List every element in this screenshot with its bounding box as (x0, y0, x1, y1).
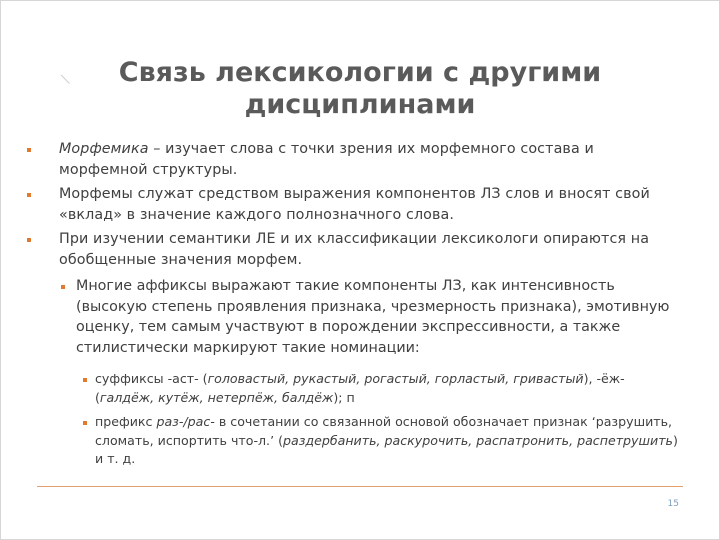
slide-body (23, 139, 679, 469)
bullet-text: ); п (333, 389, 355, 405)
bullet-prefix (23, 413, 679, 469)
bullet-text: Морфемы служат средством выражения компонентов ЛЗ слов и вносят свой «вклад» в значение каждого полнозначного слова. (59, 186, 650, 223)
slide-title (61, 57, 659, 121)
bullet-marker (83, 378, 87, 382)
bullet-text: ) и т. д. (95, 432, 678, 466)
morph-raz: раз-/рас- (156, 414, 215, 429)
examples-ezh: галдёж, кутёж, нетерпёж, балдёж (99, 389, 334, 405)
examples-ast: головастый, рукастый, рогастый, горластый, гривастый (207, 371, 584, 386)
bullet-text: При изучении семантики ЛЕ и их классификации лексикологи опираются на обобщенные значения морфем. (59, 231, 650, 268)
bullet-text: Многие аффиксы выражают такие компоненты ЛЗ, как интенсивность (высокую степень проявления признака, чрезмерность признака), эмотивную оценку, тем самым участвуют в порождении экспрессивности, а также стилистически маркируют такие номинации: (76, 278, 670, 356)
term-morphemics: Морфемика (59, 141, 149, 157)
bullet-marker (61, 285, 65, 289)
bullet-suffixes (23, 370, 679, 407)
bullet-text: – изучает слова с точки зрения их морфемного состава и морфемной структуры. (59, 141, 594, 178)
bullet-text: префикс (95, 414, 157, 429)
footer-divider (37, 486, 683, 487)
title-line-1: Связь лексикологии с другими (118, 57, 602, 88)
title-line-2: дисциплинами (244, 89, 476, 120)
bullet-morphemics (23, 139, 679, 180)
bullet-text: ), -ёж- ( (95, 371, 625, 405)
bullet-semantics (23, 229, 679, 270)
examples-raz: раздербанить, раскурочить, распатронить, распетрушить (282, 432, 673, 448)
bullet-text: суффиксы -аст- ( (95, 371, 208, 386)
bullet-text: в сочетании со связанной основой обозначает признак ‘разрушить, сломать, испортить что-л.’ ( (95, 414, 673, 448)
bullet-affixes (23, 276, 679, 358)
bullet-marker (27, 238, 31, 242)
bullet-marker (27, 148, 31, 152)
bullet-morphemes (23, 184, 679, 225)
page-number: 15 (667, 499, 679, 509)
bullet-marker (83, 421, 87, 425)
bullet-marker (27, 193, 31, 197)
